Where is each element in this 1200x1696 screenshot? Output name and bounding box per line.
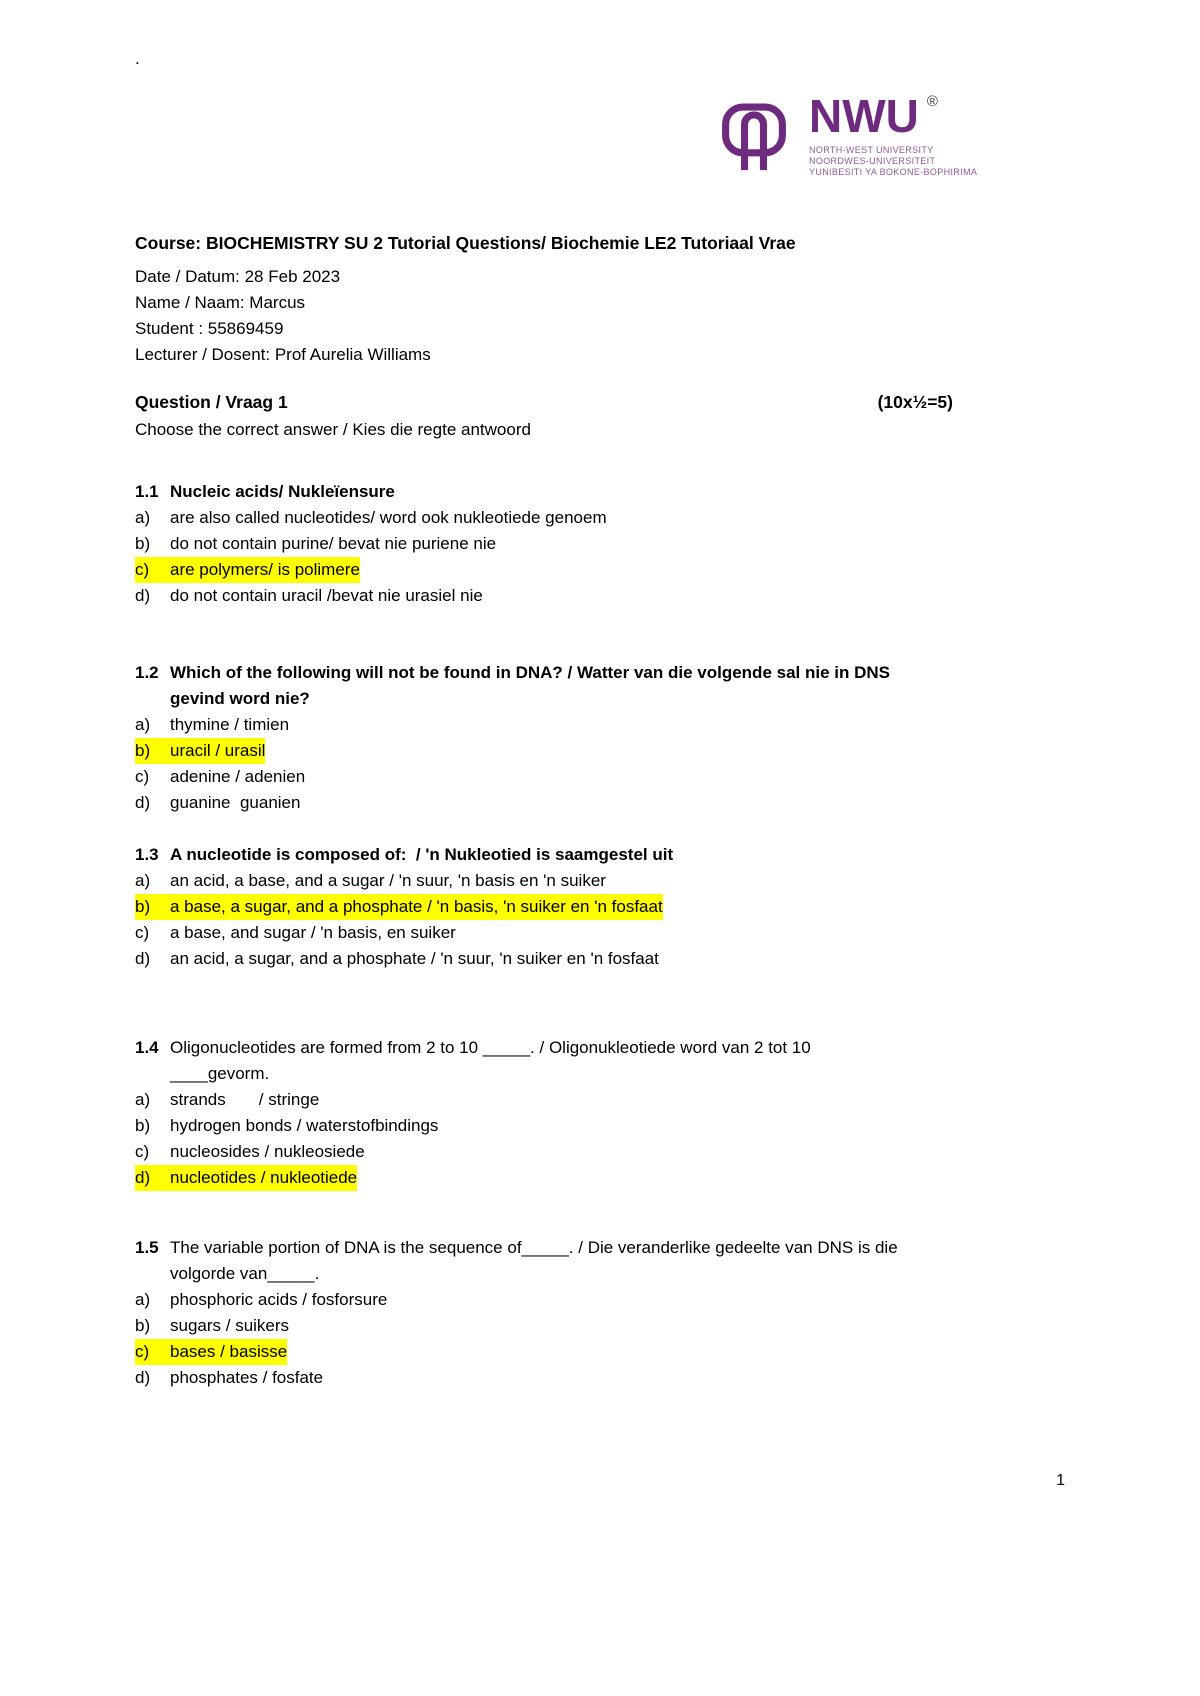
option-text: strands / stringe [170,1090,320,1109]
option-text: uracil / urasil [170,741,266,760]
option-row [135,1287,1065,1313]
option-row [135,738,1065,764]
option-text: do not contain uracil /bevat nie urasiel nie [170,586,483,605]
option-band [135,738,265,764]
option-letter: d) [135,1368,151,1387]
question-title [170,479,1065,505]
option-row [135,1139,1065,1165]
question-1-4 [135,1035,1065,1191]
option-row [135,712,1065,738]
option-row [135,764,1065,790]
section-header [135,389,1065,415]
option-row [135,1313,1065,1339]
option-letter: a) [135,1290,151,1309]
option-letter: d) [135,793,151,812]
question-1-5 [135,1235,1065,1391]
option-text: hydrogen bonds / waterstofbindings [170,1116,439,1135]
question-title [170,1235,1065,1287]
option-letter: c) [135,560,150,579]
nwu-emblem-icon [713,92,795,182]
option-letter: d) [135,586,151,605]
option-text: nucleotides / nukleotiede [170,1168,358,1187]
section-title: Question / Vraag 1 [135,392,288,412]
question-title-row [135,479,1065,505]
registered-trademark-icon: ® [926,93,938,110]
option-text: nucleosides / nukleosiede [170,1142,365,1161]
option-band [135,946,659,972]
option-letter: a) [135,715,151,734]
question-title-row [135,1035,1065,1087]
option-letter: a) [135,1090,151,1109]
option-row [135,1339,1065,1365]
logo-subtext-line: NORTH-WEST UNIVERSITY [809,145,934,155]
option-text: do not contain purine/ bevat nie puriene nie [170,534,497,553]
option-band [135,1287,387,1313]
page-content [135,0,1065,1391]
option-letter: b) [135,741,151,760]
question-title-line: The variable portion of DNA is the sequence of_____. / Die veranderlike gedeelte van DNS is die [170,1238,898,1257]
section-instruction: Choose the correct answer / Kies die regte antwoord [135,420,531,439]
page-number: 1 [1056,1472,1065,1489]
question-1-3 [135,842,1065,972]
option-band [135,1165,357,1191]
question-number: 1.1 [135,482,159,501]
option-letter: c) [135,923,150,942]
document-meta [135,264,1065,368]
question-title-line: gevind word nie? [170,689,310,708]
question-title-row [135,842,1065,868]
option-band [135,1087,319,1113]
question-title-line: A nucleotide is composed of: / 'n Nukleotied is saamgestel uit [170,845,674,864]
logo-subtext-line: YUNIBESITI YA BOKONE-BOPHIRIMA [809,167,978,177]
option-band [135,764,305,790]
option-text: are also called nucleotides/ word ook nukleotiede genoem [170,508,607,527]
question-title [170,1035,1065,1087]
option-band [135,894,663,920]
option-band [135,920,456,946]
option-letter: a) [135,508,151,527]
option-band [135,1113,438,1139]
question-title-line: Nucleic acids/ Nukleïensure [170,482,395,501]
option-band [135,557,360,583]
option-text: adenine / adenien [170,767,306,786]
stray-dot: . [135,49,140,68]
question-title-row [135,660,1065,712]
nwu-wordmark: NWU [809,90,919,142]
question-1-2 [135,660,1065,816]
option-row [135,946,1065,972]
option-row [135,1365,1065,1391]
option-band [135,531,496,557]
option-letter: d) [135,1168,151,1187]
name-line: Name / Naam: Marcus [135,293,306,312]
question-number: 1.4 [135,1038,159,1057]
option-letter: c) [135,1342,150,1361]
question-title-row [135,1235,1065,1287]
option-row [135,557,1065,583]
question-number: 1.5 [135,1238,159,1257]
option-row [135,894,1065,920]
course-title: Course: BIOCHEMISTRY SU 2 Tutorial Questions/ Biochemie LE2 Tutoriaal Vrae [135,233,796,253]
option-row [135,868,1065,894]
option-band [135,1313,289,1339]
question-title-line: Oligonucleotides are formed from 2 to 10 _____. / Oligonukleotiede word van 2 tot 10 [170,1038,811,1057]
option-text: an acid, a base, and a sugar / 'n suur, 'n basis en 'n suiker [170,871,606,890]
option-text: phosphoric acids / fosforsure [170,1290,388,1309]
question-title-line: volgorde van_____. [170,1264,320,1283]
logo-subtext-line: NOORDWES-UNIVERSITEIT [809,156,936,166]
option-row [135,1165,1065,1191]
option-row [135,531,1065,557]
option-band [135,1365,323,1391]
option-letter: b) [135,897,151,916]
option-band [135,505,607,531]
date-line: Date / Datum: 28 Feb 2023 [135,267,341,286]
option-letter: b) [135,1316,151,1335]
option-band [135,1339,287,1365]
question-number: 1.2 [135,663,159,682]
nwu-logo [713,92,1065,188]
option-row [135,505,1065,531]
option-row [135,1113,1065,1139]
option-row [135,583,1065,609]
question-number: 1.3 [135,845,159,864]
question-title-line: Which of the following will not be found in DNA? / Watter van die volgende sal nie in DNS [170,663,890,682]
option-letter: b) [135,534,151,553]
student-line: Student : 55869459 [135,319,284,338]
option-row [135,920,1065,946]
nwu-logo-subtext [809,145,977,178]
question-title-line: ____gevorm. [170,1064,270,1083]
option-band [135,712,289,738]
option-band [135,1139,365,1165]
option-text: thymine / timien [170,715,290,734]
lecturer-line: Lecturer / Dosent: Prof Aurelia Williams [135,345,431,364]
question-1-1 [135,479,1065,609]
section-points: (10x½=5) [877,392,953,412]
nwu-logo-text [809,92,977,178]
option-letter: c) [135,767,150,786]
option-text: guanine guanien [170,793,301,812]
option-letter: b) [135,1116,151,1135]
option-text: are polymers/ is polimere [170,560,360,579]
option-text: a base, a sugar, and a phosphate / 'n basis, 'n suiker en 'n fosfaat [170,897,663,916]
option-row [135,790,1065,816]
option-row [135,1087,1065,1113]
option-text: an acid, a sugar, and a phosphate / 'n suur, 'n suiker en 'n fosfaat [170,949,659,968]
option-letter: a) [135,871,151,890]
option-band [135,583,483,609]
option-text: bases / basisse [170,1342,288,1361]
option-text: phosphates / fosfate [170,1368,324,1387]
option-band [135,868,606,894]
question-title [170,660,1065,712]
option-letter: c) [135,1142,150,1161]
option-letter: d) [135,949,151,968]
question-title [170,842,1065,868]
option-text: sugars / suikers [170,1316,290,1335]
option-band [135,790,300,816]
option-text: a base, and sugar / 'n basis, en suiker [170,923,456,942]
